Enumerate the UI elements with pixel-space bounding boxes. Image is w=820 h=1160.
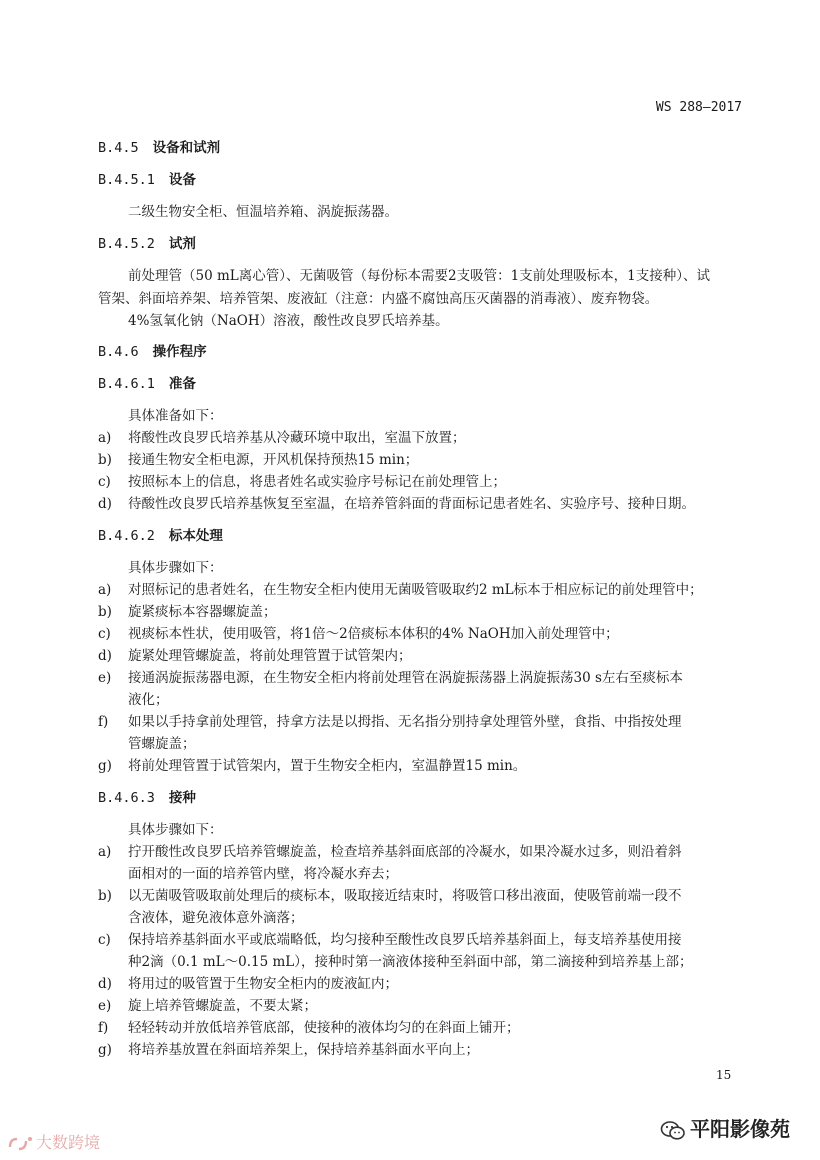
list-label: a) <box>98 844 112 860</box>
list-text: 接通生物安全柜电源，开风机保持预热15 min； <box>128 452 419 468</box>
list-label: f) <box>98 1020 109 1036</box>
list-label: e) <box>98 670 112 686</box>
list-text: 待酸性改良罗氏培养基恢复至室温，在培养管斜面的背面标记患者姓名、实验序号、接种日期。 <box>128 496 695 512</box>
paragraph-continuation: 管架、斜面培养架、培养管架、废液缸（注意：内盛不腐蚀高压灭菌器的消毒液）、废弃物袋。 <box>98 291 659 307</box>
list-text: 按照标本上的信息，将患者姓名或实验序号标记在前处理管上； <box>128 474 506 490</box>
list-item <box>98 710 682 730</box>
list-label: a) <box>98 582 112 598</box>
heading-title: 设备和试剂 <box>152 140 221 156</box>
list-text: 拧开酸性改良罗氏培养管螺旋盖，检查培养基斜面底部的冷凝水，如果冷凝水过多，则沿着斜 <box>128 844 682 860</box>
list-text: 旋上培养管螺旋盖，不要太紧； <box>128 998 317 1014</box>
list-item <box>98 492 695 512</box>
heading-b46 <box>98 340 207 360</box>
list-label: d) <box>98 496 112 512</box>
list-item-continuation: 面相对的一面的培养管内壁，将冷凝水弃去； <box>128 866 398 882</box>
list-label: c) <box>98 932 111 948</box>
list-text: 旋紧痰标本容器螺旋盖； <box>128 604 277 620</box>
heading-number: B.4.5.2 <box>98 236 155 252</box>
list-text: 将酸性改良罗氏培养基从冷藏环境中取出，室温下放置； <box>128 430 466 446</box>
standard-number: WS 288—2017 <box>655 100 742 115</box>
list-label: a) <box>98 430 112 446</box>
heading-b461 <box>98 372 196 392</box>
heading-title: 准备 <box>168 376 196 392</box>
list-item <box>98 840 682 860</box>
heading-number: B.4.6.3 <box>98 790 155 806</box>
list-item <box>98 1038 479 1058</box>
list-intro: 具体准备如下： <box>128 408 223 424</box>
list-label: e) <box>98 998 112 1014</box>
list-label: d) <box>98 648 112 664</box>
list-text: 将培养基放置在斜面培养架上，保持培养基斜面水平向上； <box>128 1042 479 1058</box>
list-item <box>98 994 317 1014</box>
list-item <box>98 426 466 446</box>
list-item-continuation: 液化； <box>128 692 169 708</box>
heading-number: B.4.5 <box>98 140 139 156</box>
watermark-left-text: 大数跨境 <box>36 1133 101 1152</box>
list-label: c) <box>98 626 111 642</box>
heading-title: 接种 <box>168 790 196 806</box>
heading-b462 <box>98 524 223 544</box>
list-label: g) <box>98 758 112 774</box>
list-label: f) <box>98 714 109 730</box>
list-item <box>98 666 683 686</box>
watermark-right <box>660 1113 790 1142</box>
list-item <box>98 600 277 620</box>
heading-title: 试剂 <box>168 236 196 252</box>
list-text: 旋紧处理管螺旋盖，将前处理管置于试管架内； <box>128 648 412 664</box>
watermark-right-text: 平阳影像苑 <box>690 1117 790 1141</box>
list-text: 接通涡旋振荡器电源，在生物安全柜内将前处理管在涡旋振荡器上涡旋振荡30 s左右至痰标本 <box>128 670 683 686</box>
list-text: 将前处理管置于试管架内，置于生物安全柜内，室温静置15 min。 <box>128 758 527 774</box>
list-item-continuation: 管螺旋盖； <box>128 736 196 752</box>
brand-mark-icon <box>6 1135 34 1153</box>
heading-title: 设备 <box>168 172 196 188</box>
list-text: 保持培养基斜面水平或底端略低，均匀接种至酸性改良罗氏培养基斜面上，每支培养基使用接 <box>128 932 682 948</box>
list-item <box>98 972 398 992</box>
list-label: d) <box>98 976 112 992</box>
list-text: 如果以手持拿前处理管，持拿方法是以拇指、无名指分别持拿处理管外壁，食指、中指按处理 <box>128 714 682 730</box>
list-item <box>98 578 703 598</box>
list-item-continuation: 含液体，避免液体意外滴落； <box>128 910 304 926</box>
paragraph: 前处理管（50 mL离心管）、无菌吸管（每份标本需要2支吸管：1支前处理吸标本，1支接种）、试 <box>128 268 711 284</box>
list-item <box>98 470 506 490</box>
list-text: 将用过的吸管置于生物安全柜内的废液缸内； <box>128 976 398 992</box>
heading-b463 <box>98 786 196 806</box>
list-label: b) <box>98 452 112 468</box>
list-text: 对照标记的患者姓名，在生物安全柜内使用无菌吸管吸取约2 mL标本于相应标记的前处理管中； <box>128 582 703 598</box>
paragraph: 4%氢氧化钠（NaOH）溶液，酸性改良罗氏培养基。 <box>128 313 449 329</box>
list-item <box>98 754 526 774</box>
list-item <box>98 644 412 664</box>
heading-b451 <box>98 168 196 188</box>
list-label: b) <box>98 604 112 620</box>
list-item <box>98 1016 520 1036</box>
list-text: 视痰标本性状，使用吸管，将1倍～2倍痰标本体积的4% NaOH加入前处理管中； <box>128 626 619 642</box>
list-item <box>98 928 682 948</box>
list-item-continuation: 种2滴（0.1 mL～0.15 mL），接种时第一滴液体接种至斜面中部，第二滴接种到培养基上部； <box>128 954 693 970</box>
heading-b452 <box>98 232 196 252</box>
heading-number: B.4.6 <box>98 344 139 360</box>
list-label: c) <box>98 474 111 490</box>
list-label: g) <box>98 1042 112 1058</box>
paragraph: 二级生物安全柜、恒温培养箱、涡旋振荡器。 <box>128 204 398 220</box>
heading-number: B.4.5.1 <box>98 172 155 188</box>
heading-b45 <box>98 136 220 156</box>
list-item <box>98 884 682 904</box>
list-text: 以无菌吸管吸取前处理后的痰标本，吸取接近结束时，将吸管口移出液面，使吸管前端一段不 <box>128 888 682 904</box>
watermark-left <box>6 1130 100 1153</box>
heading-number: B.4.6.1 <box>98 376 155 392</box>
list-text: 轻轻转动并放低培养管底部，使接种的液体均匀的在斜面上铺开； <box>128 1020 520 1036</box>
list-item <box>98 622 619 642</box>
heading-title: 操作程序 <box>152 344 207 360</box>
list-item <box>98 448 418 468</box>
list-intro: 具体步骤如下： <box>128 560 223 576</box>
wechat-icon <box>660 1120 686 1142</box>
heading-title: 标本处理 <box>168 528 223 544</box>
page-number: 15 <box>716 1068 732 1082</box>
list-intro: 具体步骤如下： <box>128 822 223 838</box>
list-label: b) <box>98 888 112 904</box>
heading-number: B.4.6.2 <box>98 528 155 544</box>
